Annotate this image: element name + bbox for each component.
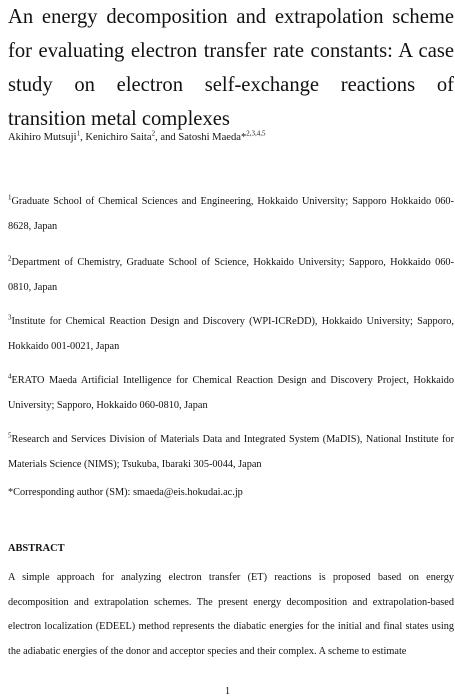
- affiliation-3: [8, 310, 454, 359]
- page-number: 1: [224, 686, 231, 697]
- affiliation-text: Research and Services Division of Materials Data and Integrated System (MaDIS), National Institute for Materials Science (NIMS); Tsukuba, Ibaraki 305-0044, Japan: [8, 434, 454, 470]
- author-name: Kenichiro Saita: [85, 132, 152, 143]
- author-name: Akihiro Mutsuji: [8, 132, 77, 143]
- affiliation-text: Graduate School of Chemical Sciences and Engineering, Hokkaido University; Sapporo Hokkaido 060-8628, Japan: [8, 196, 454, 232]
- abstract-text: A simple approach for analyzing electron transfer (ET) reactions is proposed based on energy decomposition and extrapolation schemes. The present energy decomposition and extrapolation-based electron localization (EDEEL) method represents the diabatic energies for the initial and final states using the adiabatic energies of the donor and acceptor species and their complex. A scheme to estimate: [8, 572, 454, 657]
- affiliation-number: 1: [8, 193, 12, 202]
- affiliation-number: 2: [8, 254, 12, 263]
- author-affiliation-mark: 2: [151, 129, 156, 138]
- affiliation-number: 5: [8, 431, 12, 440]
- paper-title: An energy decomposition and extrapolation scheme for evaluating electron transfer rate constants: A case study on electron self-exchange reactions of transition metal complexes: [8, 6, 454, 130]
- affiliation-5: [8, 428, 454, 477]
- affiliation-1: [8, 190, 454, 239]
- affiliation-4: [8, 369, 454, 418]
- affiliation-number: 3: [8, 313, 12, 322]
- author-separator: ,: [80, 132, 86, 143]
- author-list: [8, 131, 448, 145]
- corresponding-author: *Corresponding author (SM): smaeda@eis.hokudai.ac.jp: [8, 487, 243, 498]
- affiliation-text: Institute for Chemical Reaction Design and Discovery (WPI-ICReDD), Hokkaido University; Sapporo, Hokkaido 001-0021, Japan: [8, 316, 454, 352]
- author-affiliation-mark: 1: [76, 129, 81, 138]
- affiliation-number: 4: [8, 372, 12, 381]
- author-name: Satoshi Maeda*: [178, 132, 247, 143]
- author-affiliation-mark: 2,3,4,5: [246, 129, 266, 138]
- abstract-heading: ABSTRACT: [8, 543, 65, 554]
- affiliation-text: ERATO Maeda Artificial Intelligence for Chemical Reaction Design and Discovery Project, Hokkaido University; Sapporo, Hokkaido 060-0810, Japan: [8, 375, 454, 411]
- affiliation-text: Department of Chemistry, Graduate School of Science, Hokkaido University; Sapporo, Hokkaido 060-0810, Japan: [8, 257, 454, 293]
- author-separator: , and: [155, 132, 179, 143]
- affiliation-2: [8, 251, 454, 300]
